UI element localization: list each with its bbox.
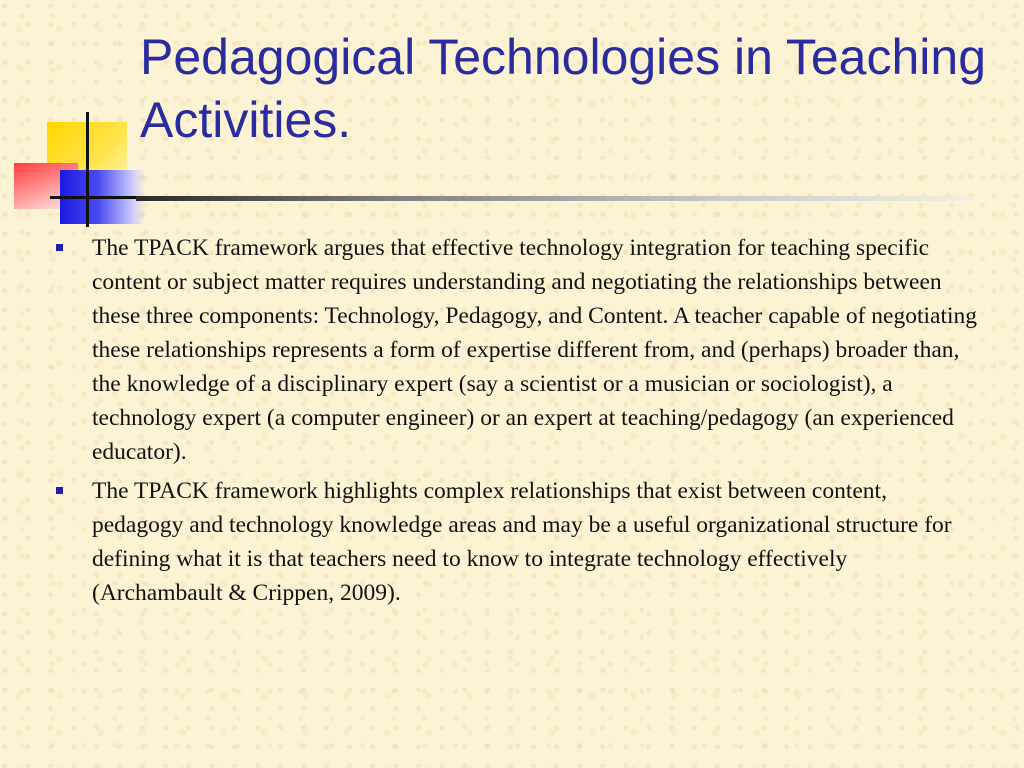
bullet-list: [52, 231, 982, 615]
title-divider-line: [136, 196, 972, 201]
square-bullet-icon: [56, 487, 63, 494]
bullet-item: [52, 474, 982, 610]
slide-title: Pedagogical Technologies in Teaching Activities.: [140, 29, 987, 148]
vertical-line-shape: [86, 112, 89, 227]
bullet-text: The TPACK framework highlights complex relationships that exist between content, pedagogy and technology knowledge areas and may be a useful organizational structure for defining what it is that teachers need to know to integrate technology effectively (Archambault & Crippen, 2009).: [92, 478, 952, 606]
bullet-item: [52, 231, 982, 469]
decorative-squares-logo: [0, 0, 160, 240]
bullet-text: The TPACK framework argues that effective technology integration for teaching specific content or subject matter requires understanding and negotiating the relationships between these three components: Technology, Pedagogy, and Content. A teacher capable of negotiating these relationships represents a form of expertise different from, and (perhaps) broader than, the knowledge of a disciplinary expert (say a scientist or a musician or sociologist), a technology expert (a computer engineer) or an expert at teaching/pedagogy (an experienced educator).: [92, 235, 978, 465]
square-bullet-icon: [56, 244, 63, 251]
